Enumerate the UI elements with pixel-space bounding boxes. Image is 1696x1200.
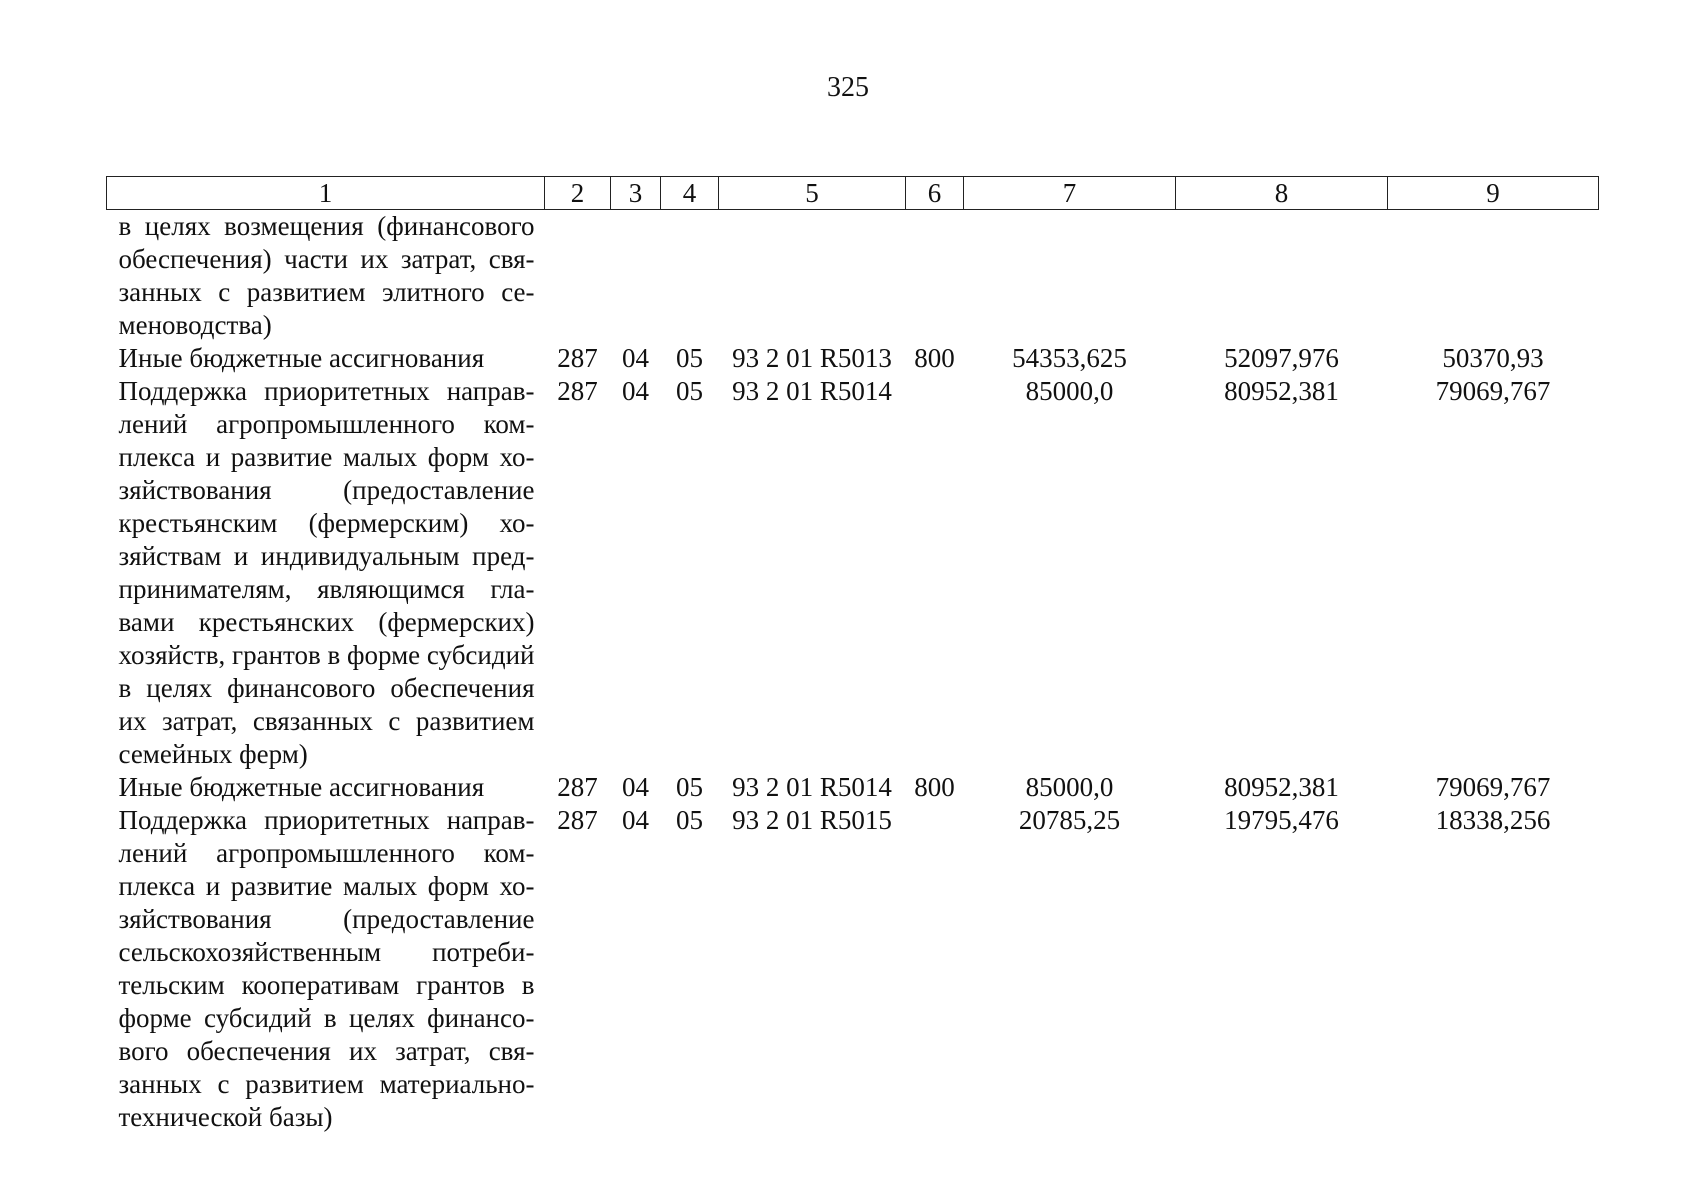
column-header-7: 7 [964,177,1176,210]
table-row [107,375,1599,771]
cell-subsection: 05 [676,376,703,406]
cell-subsection [661,210,719,343]
cell-target-article [719,210,906,343]
column-header-6: 6 [906,177,964,210]
cell-amount-col9: 79069,767 [1435,376,1551,406]
cell-target-article: 93 2 01 R5013 [732,343,892,373]
cell-section: 04 [622,805,649,835]
table-header [107,177,1599,210]
table-row [107,771,1599,804]
cell-expense-type: 800 [914,772,955,802]
cell-ministry-code [545,210,611,343]
cell-section: 04 [622,343,649,373]
cell-subsection: 05 [676,772,703,802]
row-description: Иные бюджетные ассигнования [118,343,485,373]
row-description: в целях возмещения (финансового обеспечения) части их затрат, связанных с развитием элитного семеноводства) [118,211,535,340]
cell-section [611,210,661,343]
row-description: Поддержка приоритетных направлений агропромышленного комплекса и развитие малых форм хозяйствования (предоставление сельскохозяйственным потребительским кооперативам грантов в форме субсидий в целях финансового обеспечения их затрат, связанных с развитием материально-технической базы) [118,805,535,1132]
cell-ministry-code: 287 [557,376,598,406]
cell-amount-col8: 52097,976 [1224,343,1339,373]
column-header-9: 9 [1388,177,1599,210]
cell-amount-col7: 85000,0 [1025,772,1114,802]
cell-expense-type [906,375,964,771]
cell-subsection: 05 [676,343,703,373]
cell-ministry-code: 287 [557,805,598,835]
table-row [107,804,1599,1134]
cell-amount-col9: 18338,256 [1435,805,1551,835]
cell-amount-col8: 19795,476 [1224,805,1339,835]
cell-section: 04 [622,772,649,802]
cell-target-article: 93 2 01 R5014 [732,772,892,802]
row-description: Поддержка приоритетных направлений агропромышленного комплекса и развитие малых форм хозяйствования (предоставление крестьянским (фермерским) хозяйствам и индивидуальным предпринимателям, являющимся главами крестьянских (фермерских) хозяйств, грантов в форме субсидий в целях финансового обеспечения их затрат, связанных с развитием семейных ферм) [118,376,535,769]
column-header-3: 3 [611,177,661,210]
cell-target-article: 93 2 01 R5015 [732,805,892,835]
cell-amount-col7 [964,210,1176,343]
header-row [107,177,1599,210]
table-row [107,342,1599,375]
cell-section: 04 [622,376,649,406]
column-header-5: 5 [719,177,906,210]
cell-subsection: 05 [676,805,703,835]
cell-expense-type [906,804,964,1134]
table-body [107,210,1599,1135]
budget-table [106,176,1599,1134]
cell-amount-col7: 85000,0 [1025,376,1114,406]
cell-amount-col9: 79069,767 [1435,772,1551,802]
cell-amount-col8 [1176,210,1388,343]
column-header-1: 1 [107,177,545,210]
cell-amount-col8: 80952,381 [1224,772,1339,802]
column-header-2: 2 [545,177,611,210]
column-header-8: 8 [1176,177,1388,210]
table-row [107,210,1599,343]
cell-amount-col8: 80952,381 [1224,376,1339,406]
cell-target-article: 93 2 01 R5014 [732,376,892,406]
cell-amount-col7: 20785,25 [1018,805,1121,835]
cell-expense-type [906,210,964,343]
cell-expense-type: 800 [914,343,955,373]
cell-ministry-code: 287 [557,772,598,802]
cell-amount-col9: 50370,93 [1442,343,1544,373]
page-number: 325 [827,72,869,103]
column-header-4: 4 [661,177,719,210]
cell-ministry-code: 287 [557,343,598,373]
cell-amount-col9 [1388,210,1599,343]
row-description: Иные бюджетные ассигнования [118,772,485,802]
cell-amount-col7: 54353,625 [1012,343,1127,373]
